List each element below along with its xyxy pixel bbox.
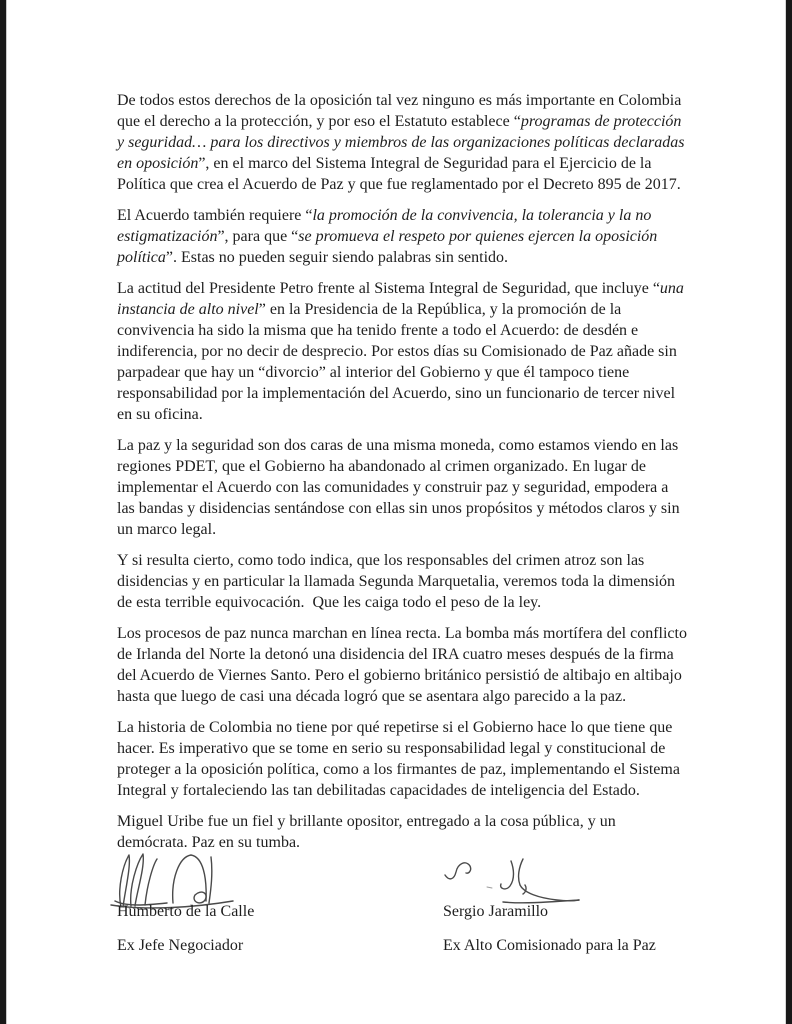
text-run-regular: El Acuerdo también requiere “ (117, 207, 313, 224)
text-run-italic: una instancia de alto nivel (117, 280, 684, 318)
paragraph (117, 717, 687, 801)
letter-document (117, 90, 687, 983)
text-run-regular: Los procesos de paz nunca marchan en línea recta. La bomba más mortífera del conflicto de Irlanda del Norte la detonó una disidencia del IRA cuatro meses después de la firma del Acuerdo de Viernes Santo. Pero el gobierno británico persistió de altibajo en altibajo hasta que luego de casi una década logró que se asentara algo parecido a la paz. (117, 625, 687, 705)
text-run-regular: La paz y la seguridad son dos caras de una misma moneda, como estamos viendo en las regiones PDET, que el Gobierno ha abandonado al crimen organizado. En lugar de implementar el Acuerdo con las comunidades y construir paz y seguridad, empodera a las bandas y disidencias sentándose con ellas sin unos propósitos y métodos claros y sin un marco legal. (117, 437, 680, 538)
text-run-italic: la promoción de la convivencia, la tolerancia y la no estigmatización (117, 207, 652, 245)
paragraph (117, 623, 687, 707)
text-run-regular: La historia de Colombia no tiene por qué repetirse si el Gobierno hace lo que tiene que hacer. Es imperativo que se tome en serio su responsabilidad legal y constitucional de proteger a la oposición política, como a los firmantes de paz, implementando el Sistema Integral y fortaleciendo las tan debilitadas capacidades de inteligencia del Estado. (117, 719, 680, 799)
right-edge-bar (785, 0, 792, 1024)
signatory-title: Ex Alto Comisionado para la Paz (443, 937, 656, 954)
text-run-regular: La actitud del Presidente Petro frente al Sistema Integral de Seguridad, que incluye “ (117, 280, 660, 297)
paragraph (117, 90, 687, 195)
signatory-name: Humberto de la Calle (117, 903, 255, 920)
text-run-regular: ” en la Presidencia de la República, y la promoción de la convivencia ha sido la misma que ha tenido frente a todo el Acuerdo: de desdén e indiferencia, por no decir de desprecio. Por estos días su Comisionado de Paz añade sin parpadear que hay un “divorcio” al interior del Gobierno y que él tampoco tiene responsabilidad por la implementación del Acuerdo, sino un funcionario de tercer nivel en su oficina. (117, 301, 677, 423)
paragraph (117, 550, 687, 613)
paragraph (117, 205, 687, 268)
text-run-regular: ”. Estas no pueden seguir siendo palabras sin sentido. (165, 249, 509, 266)
signatory-name: Sergio Jaramillo (443, 903, 549, 920)
paragraph (117, 435, 687, 540)
text-run-regular: ”, para que “ (217, 228, 299, 245)
text-run-regular: Y si resulta cierto, como todo indica, que los responsables del crimen atroz son las disidencias y en particular la llamada Segunda Marquetalia, veremos toda la dimensión de esta terrible equivocación. Que les caiga todo el peso de la ley. (117, 552, 676, 611)
signature-block (117, 863, 687, 983)
signature-scribble-jaramillo (439, 855, 584, 907)
text-run-italic: se promueva el respeto por quienes ejercen la oposición política (117, 228, 658, 266)
text-run-regular: De todos estos derechos de la oposición tal vez ninguno es más importante en Colombia que el derecho a la protección, y por eso el Estatuto establece “ (117, 92, 682, 130)
signatory-title: Ex Jefe Negociador (117, 937, 244, 954)
paragraph (117, 278, 687, 425)
paragraph (117, 811, 687, 853)
text-run-regular: Miguel Uribe fue un fiel y brillante opositor, entregado a la cosa pública, y un demócrata. Paz en su tumba. (117, 813, 616, 851)
text-run-italic: programas de protección y seguridad… para los directivos y miembros de las organizaciones políticas declaradas en oposición (117, 113, 685, 172)
text-run-regular: ”, en el marco del Sistema Integral de Seguridad para el Ejercicio de la Política que crea el Acuerdo de Paz y que fue reglamentado por el Decreto 895 de 2017. (117, 155, 681, 193)
left-edge-bar (0, 0, 7, 1024)
document-body (117, 90, 687, 853)
